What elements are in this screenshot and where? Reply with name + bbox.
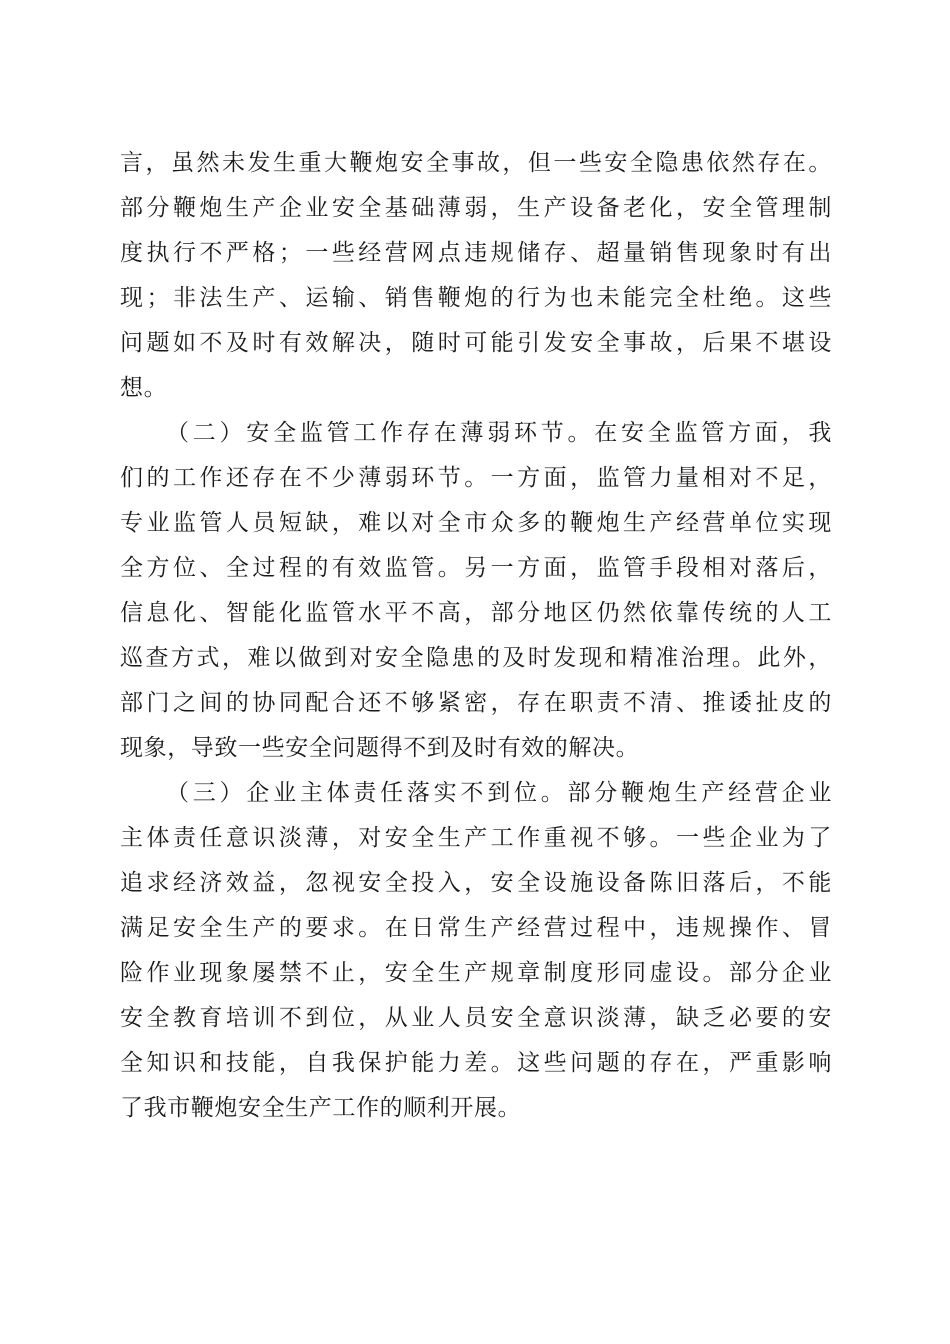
text-line: 现；非法生产、运输、销售鞭炮的行为也未能完全杜绝。这些 — [120, 285, 832, 311]
text-line: 追求经济效益，忽视安全投入，安全设施设备陈旧落后，不能 — [120, 870, 832, 896]
paragraph-1 — [120, 141, 832, 411]
text-line: 信息化、智能化监管水平不高，部分地区仍然依靠传统的人工 — [120, 600, 832, 626]
text-line: 主体责任意识淡薄，对安全生产工作重视不够。一些企业为了 — [120, 825, 832, 851]
text-line: 安全教育培训不到位，从业人员安全意识淡薄，缺乏必要的安 — [120, 1005, 832, 1031]
text-line: 度执行不严格；一些经营网点违规储存、超量销售现象时有出 — [120, 240, 832, 266]
text-line: 险作业现象屡禁不止，安全生产规章制度形同虚设。部分企业 — [120, 960, 832, 986]
text-line: 部分鞭炮生产企业安全基础薄弱，生产设备老化，安全管理制 — [120, 195, 832, 221]
text-line: 巡查方式，难以做到对安全隐患的及时发现和精准治理。此外， — [120, 645, 832, 671]
text-line: 问题如不及时有效解决，随时可能引发安全事故，后果不堪设 — [120, 330, 832, 356]
text-line: 全知识和技能，自我保护能力差。这些问题的存在，严重影响 — [120, 1050, 832, 1076]
text-line: 专业监管人员短缺，难以对全市众多的鞭炮生产经营单位实现 — [120, 510, 832, 536]
paragraph-3 — [120, 771, 832, 1131]
text-line: （二）安全监管工作存在薄弱环节。在安全监管方面，我 — [166, 420, 832, 446]
text-line: 们的工作还存在不少薄弱环节。一方面，监管力量相对不足， — [120, 465, 832, 491]
document-body — [120, 141, 832, 1131]
text-line: 了我市鞭炮安全生产工作的顺利开展。 — [120, 1095, 522, 1121]
paragraph-2 — [120, 411, 832, 771]
text-line: 现象，导致一些安全问题得不到及时有效的解决。 — [120, 735, 640, 761]
text-line: （三）企业主体责任落实不到位。部分鞭炮生产经营企业 — [166, 780, 832, 806]
text-line: 全方位、全过程的有效监管。另一方面，监管手段相对落后， — [120, 555, 832, 581]
text-line: 言，虽然未发生重大鞭炮安全事故，但一些安全隐患依然存在。 — [120, 150, 832, 176]
text-line: 想。 — [120, 375, 168, 401]
text-line: 部门之间的协同配合还不够紧密，存在职责不清、推诿扯皮的 — [120, 690, 832, 716]
text-line: 满足安全生产的要求。在日常生产经营过程中，违规操作、冒 — [120, 915, 832, 941]
